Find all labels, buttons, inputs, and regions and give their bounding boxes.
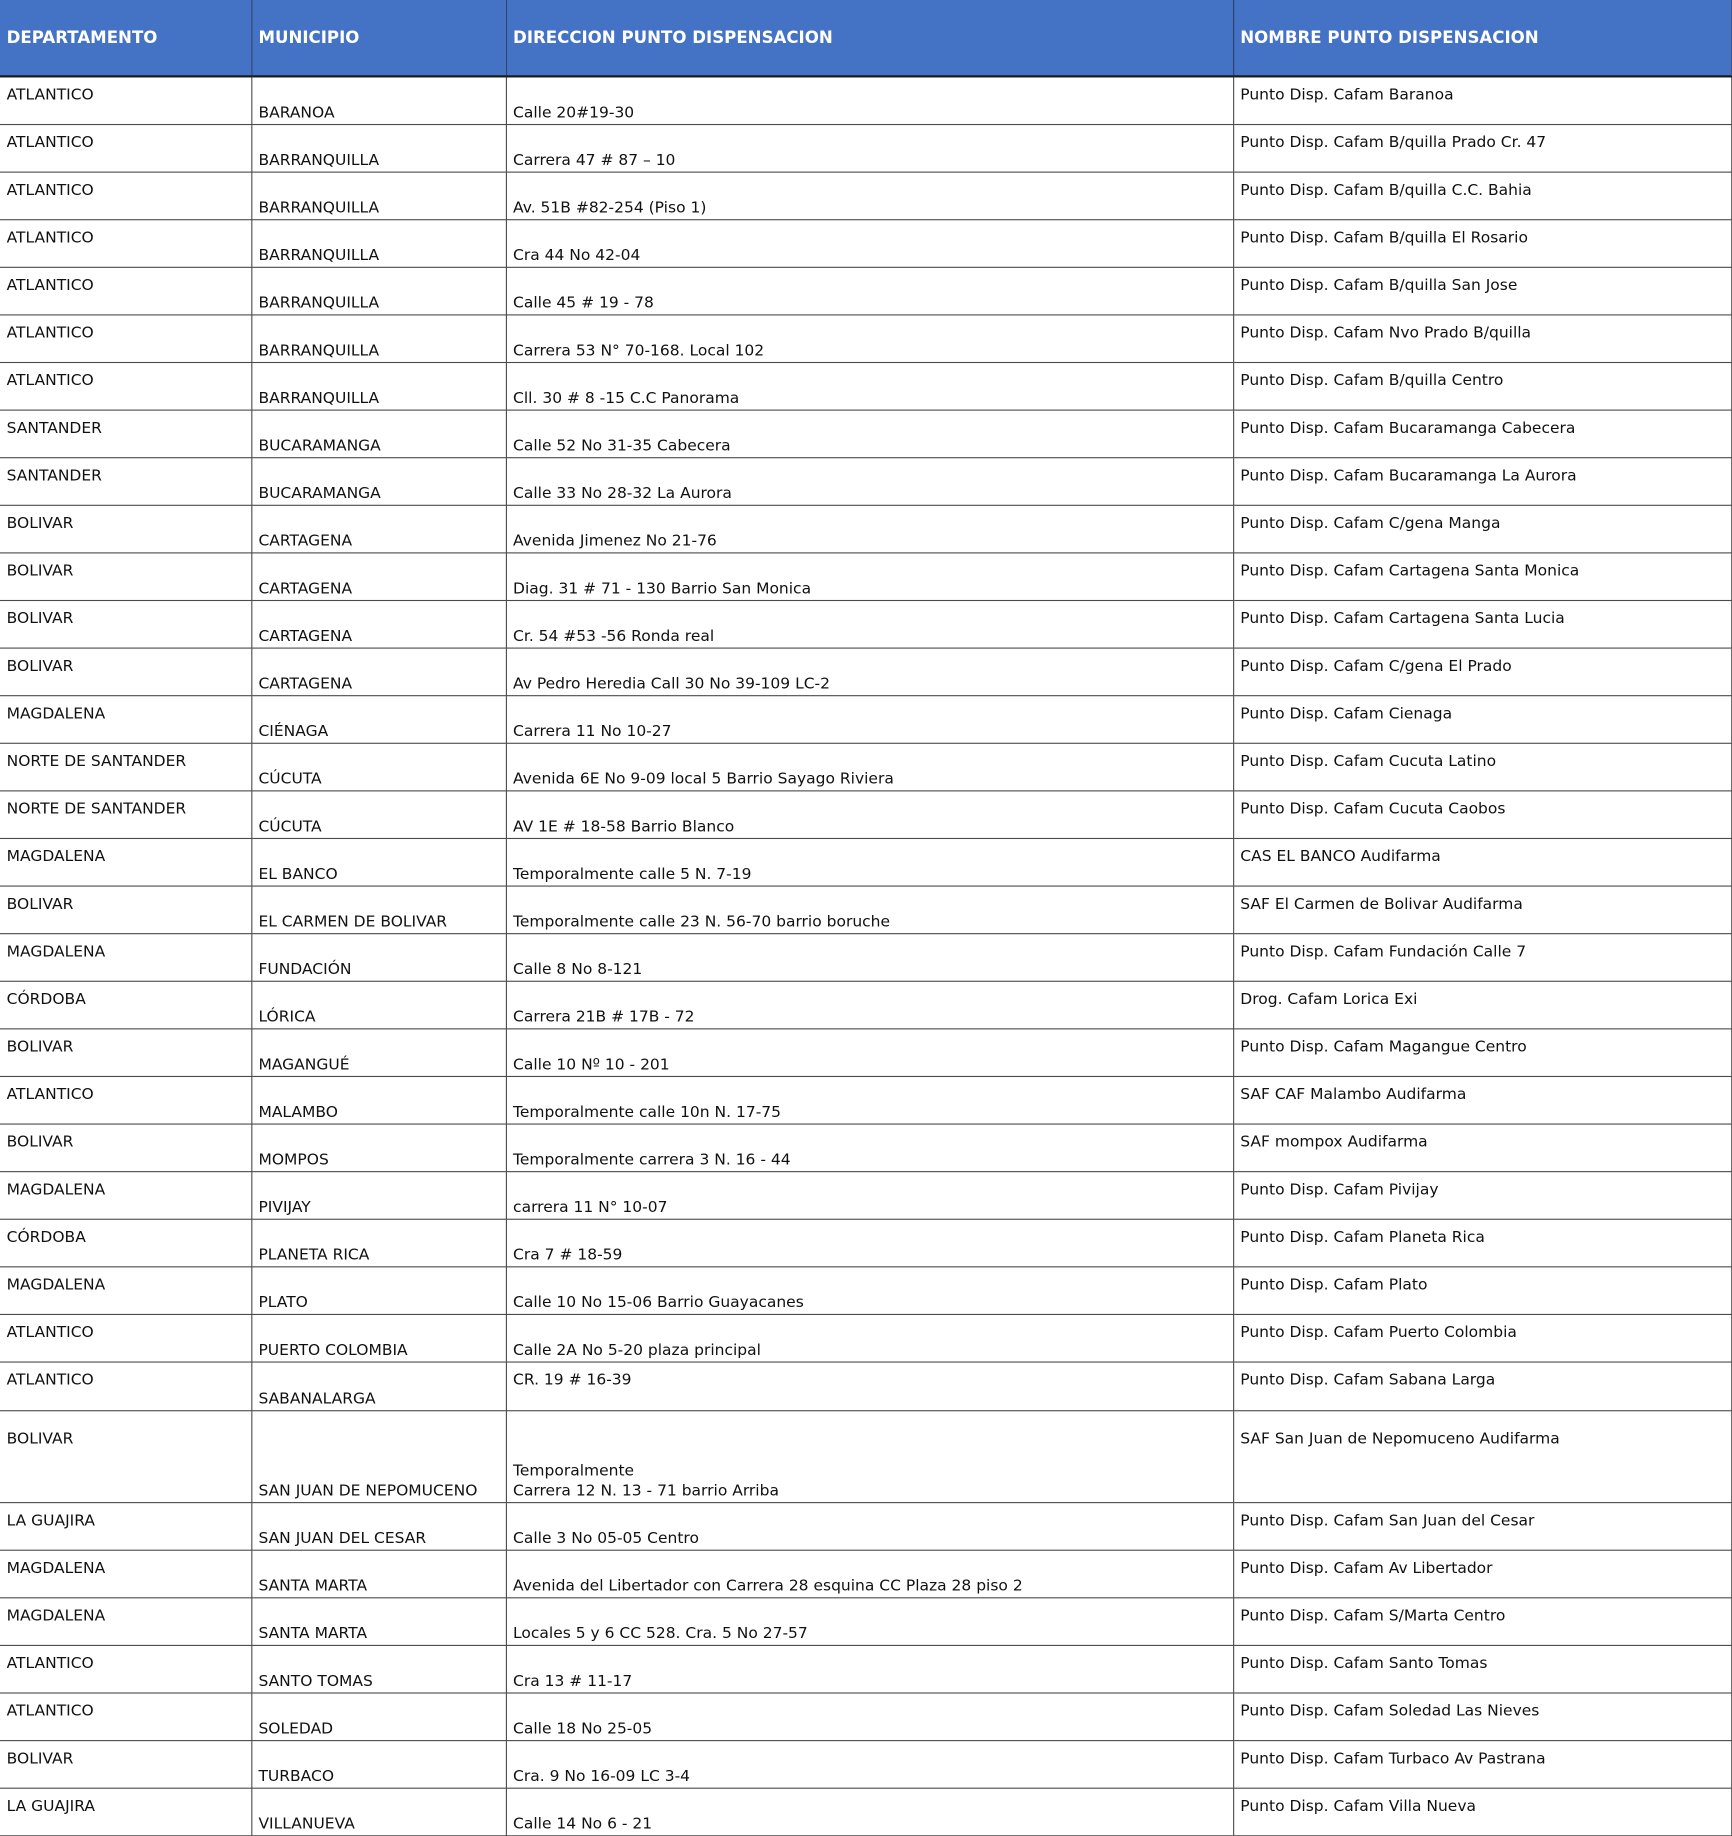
cell-direccion[interactable]: Avenida 6E No 9-09 local 5 Barrio Sayago Riviera xyxy=(506,743,1233,791)
cell-municipio[interactable]: BARRANQUILLA xyxy=(251,220,506,268)
cell-nombre[interactable]: Punto Disp. Cafam Nvo Prado B/quilla xyxy=(1233,315,1731,363)
cell-municipio[interactable]: SAN JUAN DEL CESAR xyxy=(251,1503,506,1551)
cell-nombre[interactable]: Punto Disp. Cafam Bucaramanga La Aurora xyxy=(1233,458,1731,506)
cell-municipio[interactable]: SOLEDAD xyxy=(251,1693,506,1741)
cell-municipio[interactable]: PLATO xyxy=(251,1267,506,1315)
table-row xyxy=(0,981,1731,1029)
cell-departamento[interactable]: MAGDALENA xyxy=(0,1550,251,1598)
cell-nombre[interactable]: Punto Disp. Cafam B/quilla C.C. Bahia xyxy=(1233,172,1731,220)
cell-departamento[interactable]: LA GUAJIRA xyxy=(0,1503,251,1551)
cell-municipio[interactable]: TURBACO xyxy=(251,1741,506,1789)
cell-nombre[interactable]: Punto Disp. Cafam Pivijay xyxy=(1233,1172,1731,1220)
cell-departamento[interactable]: BOLIVAR xyxy=(0,1411,251,1503)
cell-direccion[interactable]: Carrera 47 # 87 – 10 xyxy=(506,125,1233,173)
cell-municipio[interactable]: CÚCUTA xyxy=(251,791,506,839)
cell-departamento[interactable]: NORTE DE SANTANDER xyxy=(0,743,251,791)
cell-municipio[interactable]: FUNDACIÓN xyxy=(251,934,506,982)
table-row xyxy=(0,1314,1731,1362)
cell-departamento[interactable]: BOLIVAR xyxy=(0,553,251,601)
cell-departamento[interactable]: ATLANTICO xyxy=(0,1314,251,1362)
cell-departamento[interactable]: ATLANTICO xyxy=(0,315,251,363)
cell-nombre[interactable]: SAF mompox Audifarma xyxy=(1233,1124,1731,1172)
table-row xyxy=(0,600,1731,648)
cell-municipio[interactable]: CARTAGENA xyxy=(251,648,506,696)
table-row xyxy=(0,553,1731,601)
table-row xyxy=(0,696,1731,744)
cell-direccion[interactable]: Calle 10 Nº 10 - 201 xyxy=(506,1029,1233,1077)
cell-municipio[interactable]: PLANETA RICA xyxy=(251,1219,506,1267)
cell-municipio[interactable]: PIVIJAY xyxy=(251,1172,506,1220)
cell-departamento[interactable]: MAGDALENA xyxy=(0,1172,251,1220)
header-municipio[interactable]: MUNICIPIO xyxy=(251,0,506,76)
cell-nombre[interactable]: Punto Disp. Cafam S/Marta Centro xyxy=(1233,1598,1731,1646)
cell-nombre[interactable]: CAS EL BANCO Audifarma xyxy=(1233,838,1731,886)
cell-direccion[interactable]: Av. 51B #82-254 (Piso 1) xyxy=(506,172,1233,220)
table-row xyxy=(0,315,1731,363)
header-direccion[interactable]: DIRECCION PUNTO DISPENSACION xyxy=(506,0,1233,76)
cell-nombre[interactable]: Punto Disp. Cafam C/gena El Prado xyxy=(1233,648,1731,696)
cell-direccion[interactable]: Carrera 11 No 10-27 xyxy=(506,696,1233,744)
table-row xyxy=(0,1362,1731,1411)
table-row xyxy=(0,1503,1731,1551)
cell-municipio[interactable]: BUCARAMANGA xyxy=(251,458,506,506)
cell-municipio[interactable]: SANTO TOMAS xyxy=(251,1645,506,1693)
cell-direccion[interactable]: carrera 11 N° 10-07 xyxy=(506,1172,1233,1220)
table-row xyxy=(0,934,1731,982)
table-row xyxy=(0,1693,1731,1741)
table-row xyxy=(0,505,1731,553)
table-row xyxy=(0,743,1731,791)
table-row xyxy=(0,172,1731,220)
cell-departamento[interactable]: BOLIVAR xyxy=(0,1029,251,1077)
table-body xyxy=(0,76,1731,1835)
cell-municipio[interactable]: CARTAGENA xyxy=(251,505,506,553)
cell-nombre[interactable]: SAF El Carmen de Bolivar Audifarma xyxy=(1233,886,1731,934)
table-row xyxy=(0,267,1731,315)
cell-nombre[interactable]: Drog. Cafam Lorica Exi xyxy=(1233,981,1731,1029)
cell-municipio[interactable]: EL BANCO xyxy=(251,838,506,886)
cell-direccion[interactable]: Av Pedro Heredia Call 30 No 39-109 LC-2 xyxy=(506,648,1233,696)
cell-direccion[interactable]: Carrera 53 N° 70-168. Local 102 xyxy=(506,315,1233,363)
cell-departamento[interactable]: ATLANTICO xyxy=(0,1645,251,1693)
cell-direccion[interactable]: Temporalmente calle 23 N. 56-70 barrio boruche xyxy=(506,886,1233,934)
cell-direccion[interactable]: Locales 5 y 6 CC 528. Cra. 5 No 27-57 xyxy=(506,1598,1233,1646)
table-row xyxy=(0,1219,1731,1267)
cell-direccion-line: Temporalmente xyxy=(513,1462,635,1480)
header-row xyxy=(0,0,1731,76)
cell-municipio[interactable]: BARRANQUILLA xyxy=(251,125,506,173)
cell-direccion[interactable]: Calle 3 No 05-05 Centro xyxy=(506,1503,1233,1551)
cell-departamento[interactable]: ATLANTICO xyxy=(0,76,251,124)
cell-direccion[interactable]: Cra 44 No 42-04 xyxy=(506,220,1233,268)
cell-departamento[interactable]: BOLIVAR xyxy=(0,648,251,696)
cell-direccion[interactable]: Calle 45 # 19 - 78 xyxy=(506,267,1233,315)
cell-nombre[interactable]: Punto Disp. Cafam Puerto Colombia xyxy=(1233,1314,1731,1362)
cell-municipio[interactable]: MOMPOS xyxy=(251,1124,506,1172)
table-row xyxy=(0,1076,1731,1124)
cell-departamento[interactable]: BOLIVAR xyxy=(0,1124,251,1172)
cell-direccion[interactable]: Calle 52 No 31-35 Cabecera xyxy=(506,410,1233,458)
cell-departamento[interactable]: ATLANTICO xyxy=(0,1076,251,1124)
cell-direccion[interactable]: Avenida del Libertador con Carrera 28 esquina CC Plaza 28 piso 2 xyxy=(506,1550,1233,1598)
cell-nombre[interactable]: Punto Disp. Cafam Santo Tomas xyxy=(1233,1645,1731,1693)
cell-direccion[interactable]: Calle 2A No 5-20 plaza principal xyxy=(506,1314,1233,1362)
cell-municipio[interactable]: EL CARMEN DE BOLIVAR xyxy=(251,886,506,934)
cell-municipio[interactable]: BARRANQUILLA xyxy=(251,363,506,411)
cell-nombre[interactable]: Punto Disp. Cafam Plato xyxy=(1233,1267,1731,1315)
cell-municipio[interactable]: BARRANQUILLA xyxy=(251,172,506,220)
table-row xyxy=(0,1172,1731,1220)
cell-nombre[interactable]: SAF San Juan de Nepomuceno Audifarma xyxy=(1233,1411,1731,1503)
cell-direccion[interactable]: Diag. 31 # 71 - 130 Barrio San Monica xyxy=(506,553,1233,601)
cell-departamento[interactable]: BOLIVAR xyxy=(0,600,251,648)
cell-nombre[interactable]: Punto Disp. Cafam Magangue Centro xyxy=(1233,1029,1731,1077)
cell-departamento[interactable]: ATLANTICO xyxy=(0,363,251,411)
table-row xyxy=(0,648,1731,696)
cell-departamento[interactable]: LA GUAJIRA xyxy=(0,1788,251,1836)
cell-municipio[interactable]: PUERTO COLOMBIA xyxy=(251,1314,506,1362)
table-row xyxy=(0,838,1731,886)
cell-departamento[interactable]: BOLIVAR xyxy=(0,1741,251,1789)
cell-municipio[interactable]: BARRANQUILLA xyxy=(251,315,506,363)
cell-direccion[interactable]: Cr. 54 #53 -56 Ronda real xyxy=(506,600,1233,648)
cell-nombre[interactable]: Punto Disp. Cafam Soledad Las Nieves xyxy=(1233,1693,1731,1741)
cell-municipio[interactable]: SANTA MARTA xyxy=(251,1598,506,1646)
cell-direccion[interactable]: AV 1E # 18-58 Barrio Blanco xyxy=(506,791,1233,839)
cell-departamento[interactable]: SANTANDER xyxy=(0,458,251,506)
table-row xyxy=(0,1645,1731,1693)
cell-nombre[interactable]: Punto Disp. Cafam Av Libertador xyxy=(1233,1550,1731,1598)
table-row xyxy=(0,1411,1731,1503)
cell-nombre[interactable]: Punto Disp. Cafam B/quilla San Jose xyxy=(1233,267,1731,315)
table-row xyxy=(0,363,1731,411)
cell-nombre[interactable]: Punto Disp. Cafam Planeta Rica xyxy=(1233,1219,1731,1267)
table-row xyxy=(0,1788,1731,1836)
cell-municipio[interactable]: CÚCUTA xyxy=(251,743,506,791)
cell-departamento[interactable]: BOLIVAR xyxy=(0,886,251,934)
cell-direccion[interactable]: CR. 19 # 16-39 xyxy=(506,1362,1233,1411)
cell-direccion[interactable]: Avenida Jimenez No 21-76 xyxy=(506,505,1233,553)
cell-direccion[interactable]: Calle 18 No 25-05 xyxy=(506,1693,1233,1741)
cell-direccion-line: Carrera 12 N. 13 - 71 barrio Arriba xyxy=(513,1482,779,1500)
cell-nombre[interactable]: Punto Disp. Cafam Bucaramanga Cabecera xyxy=(1233,410,1731,458)
cell-municipio[interactable]: CARTAGENA xyxy=(251,553,506,601)
table-row xyxy=(0,1550,1731,1598)
cell-direccion[interactable]: Cll. 30 # 8 -15 C.C Panorama xyxy=(506,363,1233,411)
cell-municipio[interactable]: SABANALARGA xyxy=(251,1362,506,1411)
cell-municipio[interactable]: SANTA MARTA xyxy=(251,1550,506,1598)
cell-departamento[interactable]: SANTANDER xyxy=(0,410,251,458)
cell-direccion[interactable] xyxy=(506,1411,1233,1503)
cell-nombre[interactable]: Punto Disp. Cafam Villa Nueva xyxy=(1233,1788,1731,1836)
cell-departamento[interactable]: MAGDALENA xyxy=(0,838,251,886)
header-departamento[interactable]: DEPARTAMENTO xyxy=(0,0,251,76)
cell-nombre[interactable]: Punto Disp. Cafam Cucuta Caobos xyxy=(1233,791,1731,839)
cell-departamento[interactable]: MAGDALENA xyxy=(0,696,251,744)
cell-departamento[interactable]: ATLANTICO xyxy=(0,267,251,315)
cell-direccion[interactable]: Calle 33 No 28-32 La Aurora xyxy=(506,458,1233,506)
cell-departamento[interactable]: MAGDALENA xyxy=(0,1267,251,1315)
cell-nombre[interactable]: Punto Disp. Cafam C/gena Manga xyxy=(1233,505,1731,553)
cell-direccion[interactable]: Calle 14 No 6 - 21 xyxy=(506,1788,1233,1836)
table-row xyxy=(0,410,1731,458)
cell-departamento[interactable]: CÓRDOBA xyxy=(0,981,251,1029)
table-row xyxy=(0,1741,1731,1789)
cell-municipio[interactable]: VILLANUEVA xyxy=(251,1788,506,1836)
table-row xyxy=(0,1029,1731,1077)
table-row xyxy=(0,1598,1731,1646)
cell-nombre[interactable]: Punto Disp. Cafam Cartagena Santa Lucia xyxy=(1233,600,1731,648)
table-row xyxy=(0,791,1731,839)
cell-direccion[interactable]: Temporalmente calle 10n N. 17-75 xyxy=(506,1076,1233,1124)
cell-nombre[interactable]: Punto Disp. Cafam Fundación Calle 7 xyxy=(1233,934,1731,982)
cell-municipio[interactable]: LÓRICA xyxy=(251,981,506,1029)
table-row xyxy=(0,1267,1731,1315)
cell-nombre[interactable]: Punto Disp. Cafam Sabana Larga xyxy=(1233,1362,1731,1411)
cell-nombre[interactable]: Punto Disp. Cafam B/quilla Prado Cr. 47 xyxy=(1233,125,1731,173)
cell-municipio[interactable]: CIÉNAGA xyxy=(251,696,506,744)
cell-departamento[interactable]: ATLANTICO xyxy=(0,172,251,220)
table-row xyxy=(0,220,1731,268)
table-row xyxy=(0,125,1731,173)
cell-direccion[interactable]: Cra. 9 No 16-09 LC 3-4 xyxy=(506,1741,1233,1789)
cell-nombre[interactable]: Punto Disp. Cafam Cienaga xyxy=(1233,696,1731,744)
cell-departamento[interactable]: NORTE DE SANTANDER xyxy=(0,791,251,839)
cell-municipio[interactable]: MAGANGUÉ xyxy=(251,1029,506,1077)
cell-nombre[interactable]: Punto Disp. Cafam B/quilla El Rosario xyxy=(1233,220,1731,268)
cell-municipio[interactable]: BUCARAMANGA xyxy=(251,410,506,458)
cell-departamento[interactable]: BOLIVAR xyxy=(0,505,251,553)
cell-direccion[interactable]: Cra 13 # 11-17 xyxy=(506,1645,1233,1693)
cell-nombre[interactable]: SAF CAF Malambo Audifarma xyxy=(1233,1076,1731,1124)
cell-departamento[interactable]: ATLANTICO xyxy=(0,220,251,268)
table-row xyxy=(0,458,1731,506)
cell-direccion[interactable]: Cra 7 # 18-59 xyxy=(506,1219,1233,1267)
cell-municipio[interactable]: SAN JUAN DE NEPOMUCENO xyxy=(251,1411,506,1503)
cell-municipio[interactable]: CARTAGENA xyxy=(251,600,506,648)
cell-departamento[interactable]: MAGDALENA xyxy=(0,1598,251,1646)
cell-nombre[interactable]: Punto Disp. Cafam Cucuta Latino xyxy=(1233,743,1731,791)
header-nombre[interactable]: NOMBRE PUNTO DISPENSACION xyxy=(1233,0,1731,76)
cell-municipio[interactable]: BARANOA xyxy=(251,76,506,124)
cell-nombre[interactable]: Punto Disp. Cafam Baranoa xyxy=(1233,76,1731,124)
cell-nombre[interactable]: Punto Disp. Cafam San Juan del Cesar xyxy=(1233,1503,1731,1551)
cell-departamento[interactable]: ATLANTICO xyxy=(0,125,251,173)
cell-direccion[interactable]: Temporalmente calle 5 N. 7-19 xyxy=(506,838,1233,886)
cell-municipio[interactable]: MALAMBO xyxy=(251,1076,506,1124)
cell-nombre[interactable]: Punto Disp. Cafam Turbaco Av Pastrana xyxy=(1233,1741,1731,1789)
cell-departamento[interactable]: CÓRDOBA xyxy=(0,1219,251,1267)
cell-nombre[interactable]: Punto Disp. Cafam B/quilla Centro xyxy=(1233,363,1731,411)
cell-departamento[interactable]: MAGDALENA xyxy=(0,934,251,982)
cell-direccion[interactable]: Carrera 21B # 17B - 72 xyxy=(506,981,1233,1029)
cell-departamento[interactable]: ATLANTICO xyxy=(0,1693,251,1741)
cell-direccion[interactable]: Temporalmente carrera 3 N. 16 - 44 xyxy=(506,1124,1233,1172)
cell-direccion[interactable]: Calle 20#19-30 xyxy=(506,76,1233,124)
table-row xyxy=(0,886,1731,934)
table-row xyxy=(0,1124,1731,1172)
cell-municipio[interactable]: BARRANQUILLA xyxy=(251,267,506,315)
cell-nombre[interactable]: Punto Disp. Cafam Cartagena Santa Monica xyxy=(1233,553,1731,601)
cell-direccion[interactable]: Calle 10 No 15-06 Barrio Guayacanes xyxy=(506,1267,1233,1315)
cell-departamento[interactable]: ATLANTICO xyxy=(0,1362,251,1411)
table-row xyxy=(0,76,1731,124)
cell-direccion[interactable]: Calle 8 No 8-121 xyxy=(506,934,1233,982)
